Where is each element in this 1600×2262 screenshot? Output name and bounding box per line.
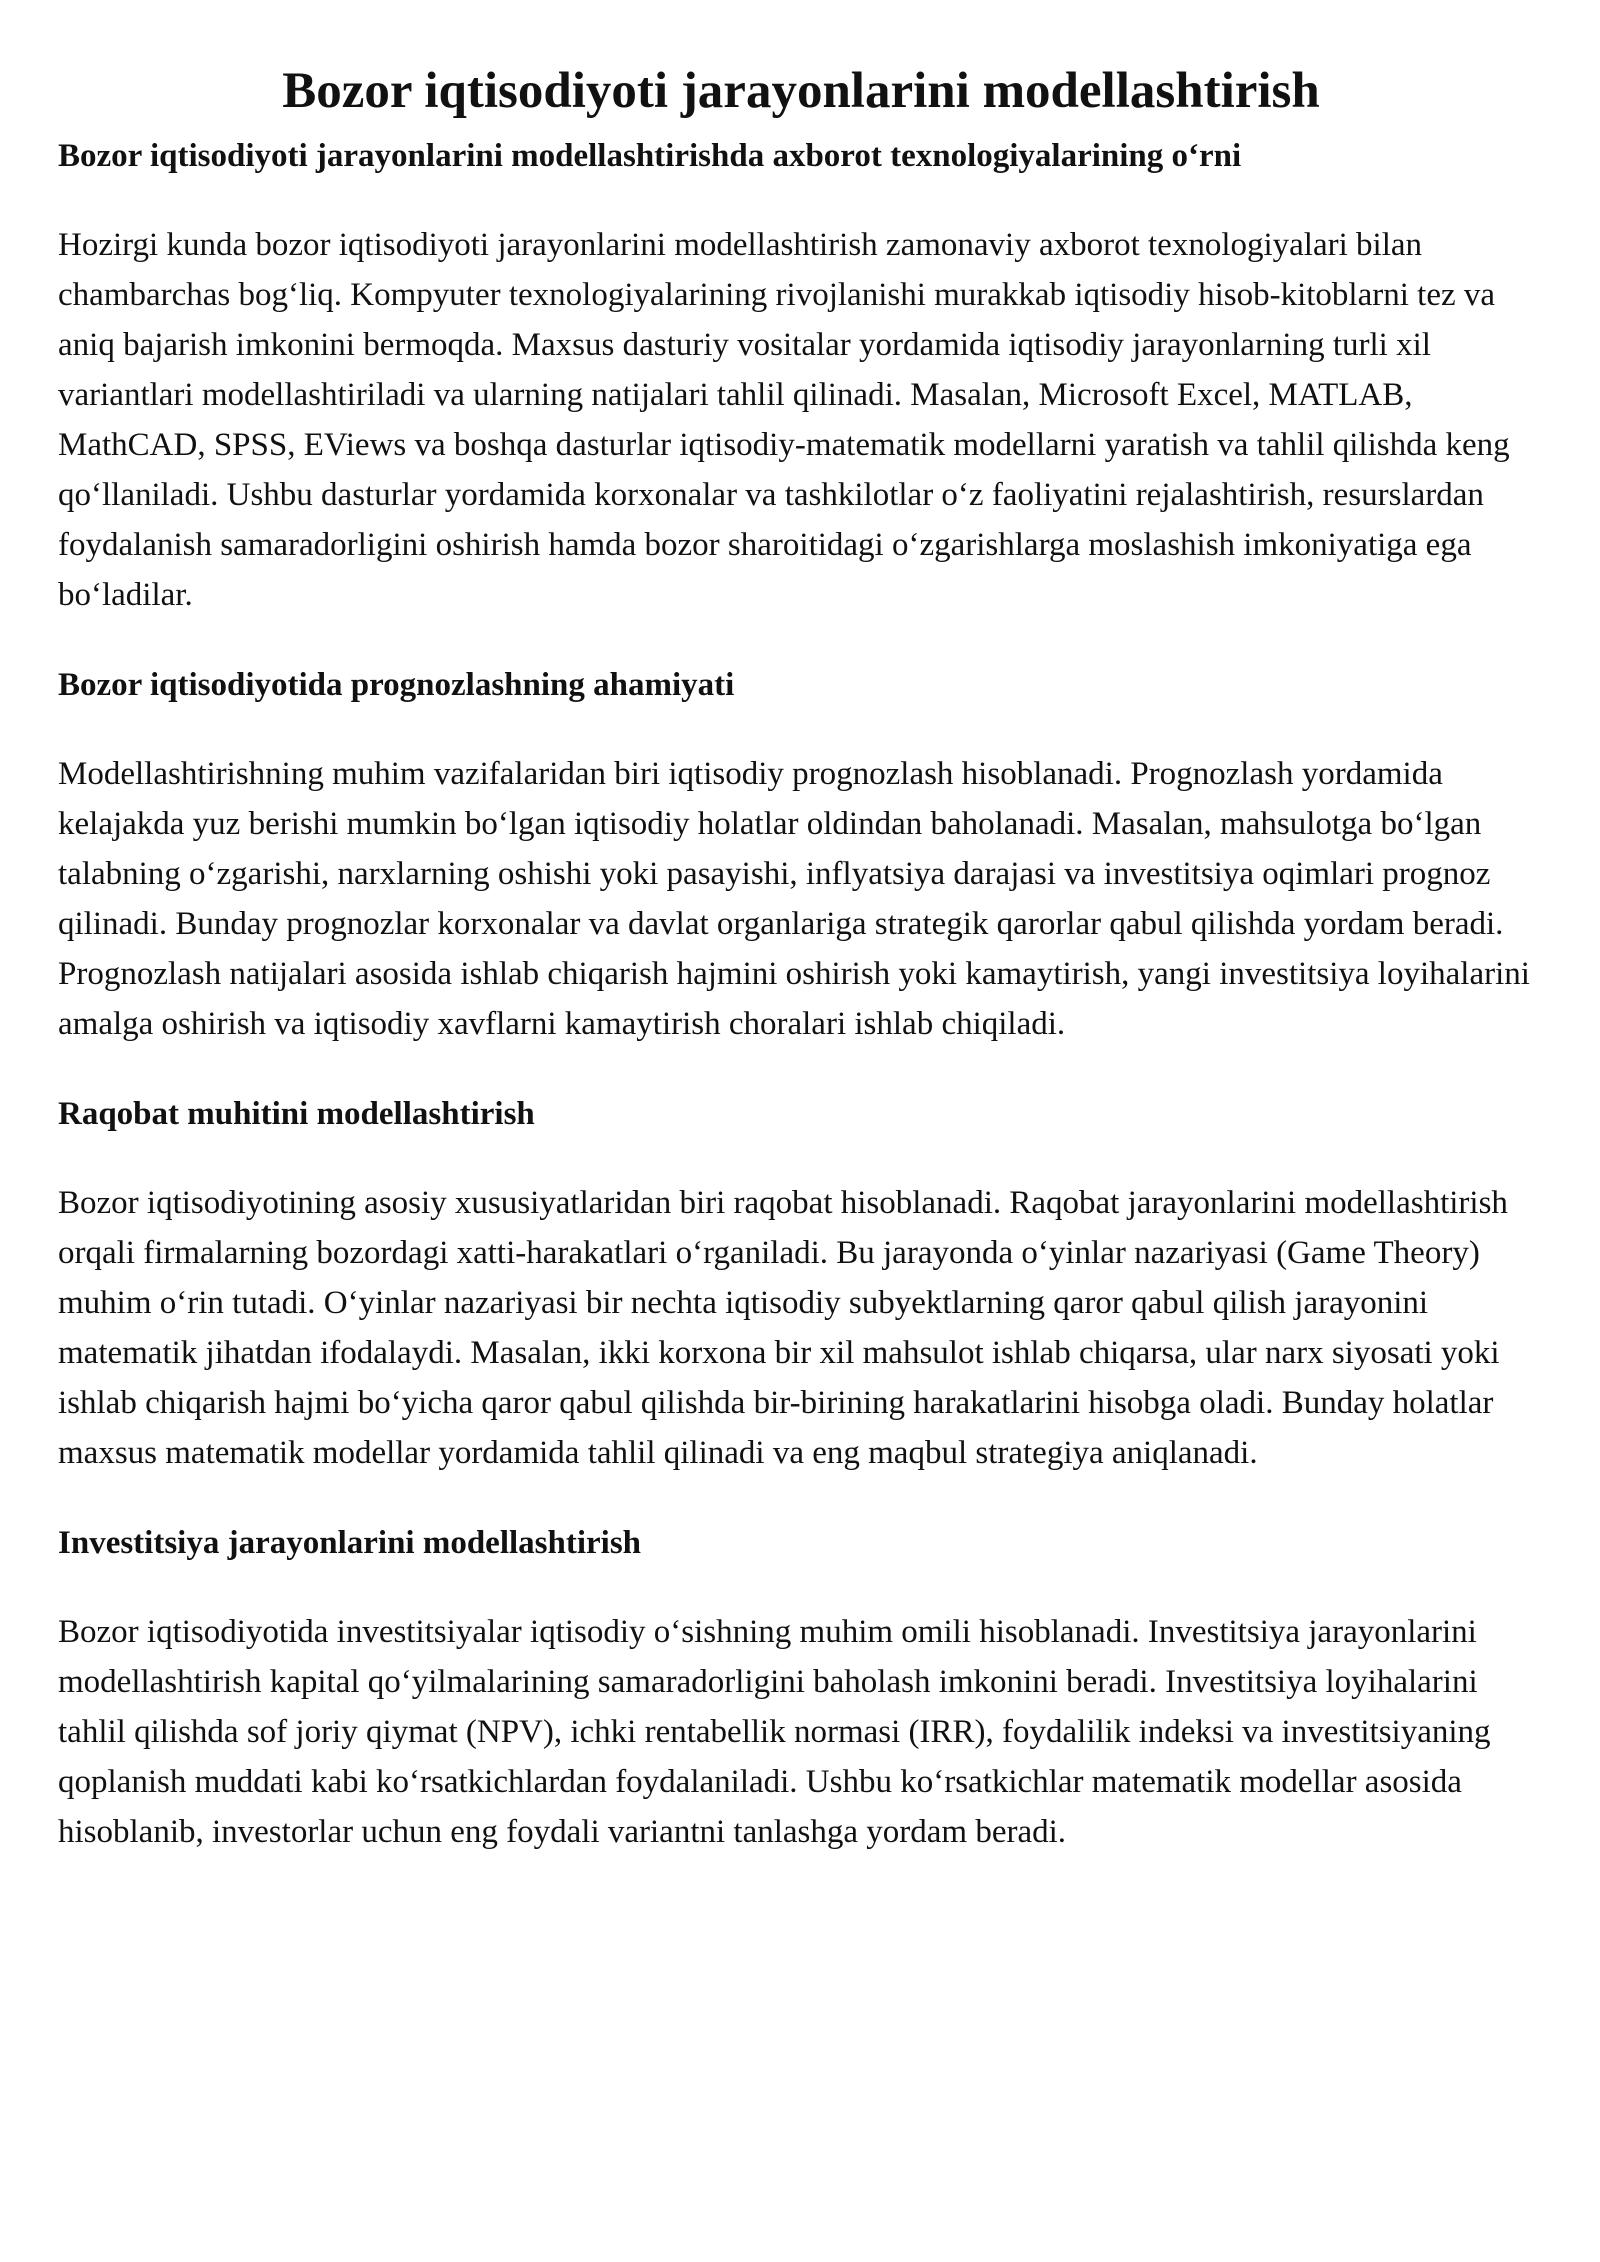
- section-heading: Raqobat muhitini modellashtirish: [58, 1096, 535, 1132]
- section-paragraph: Bozor iqtisodiyotining asosiy xususiyatlaridan biri raqobat hisoblanadi. Raqobat jarayonlarini modellashtirish orqali firmalarning bozordagi xatti-harakatlari o‘rganiladi. Bu jarayonda o‘yinlar nazariyasi (Game Theory) muhim o‘rin tutadi. O‘yinlar nazariyasi bir nechta iqtisodiy subyektlarning qaror qabul qilish jarayonini matematik jihatdan ifodalaydi. Masalan, ikki korxona bir xil mahsulot ishlab chiqarsa, ular narx siyosati yoki ishlab chiqarish hajmi bo‘yicha qaror qabul qilishda bir-birining harakatlarini hisobga oladi. Bunday holatlar maxsus matematik modellar yordamida tahlil qilinadi va eng maqbul strategiya aniqlanadi.: [58, 1185, 1508, 1471]
- section-paragraph: Modellashtirishning muhim vazifalaridan biri iqtisodiy prognozlash hisoblanadi. Prognozlash yordamida kelajakda yuz berishi mumkin bo‘lgan iqtisodiy holatlar oldindan baholanadi. Masalan, mahsulotga bo‘lgan talabning o‘zgarishi, narxlarning oshishi yoki pasayishi, inflyatsiya darajasi va investitsiya oqimlari prognoz qilinadi. Bunday prognozlar korxonalar va davlat organlariga strategik qarorlar qabul qilishda yordam beradi. Prognozlash natijalari asosida ishlab chiqarish hajmini oshirish yoki kamaytirish, yangi investitsiya loyihalarini amalga oshirish va iqtisodiy xavflarni kamaytirish choralari ishlab chiqiladi.: [58, 756, 1530, 1042]
- section-investment: [58, 1521, 1544, 1857]
- section-heading: Bozor iqtisodiyotida prognozlashning ahamiyati: [58, 667, 735, 703]
- section-it-role: [58, 134, 1544, 620]
- section-paragraph: Bozor iqtisodiyotida investitsiyalar iqtisodiy o‘sishning muhim omili hisoblanadi. Investitsiya jarayonlarini modellashtirish kapital qo‘yilmalarining samaradorligini baholash imkonini beradi. Investitsiya loyihalarini tahlil qilishda sof joriy qiymat (NPV), ichki rentabellik normasi (IRR), foydalilik indeksi va investitsiyaning qoplanish muddati kabi ko‘rsatkichlardan foydalaniladi. Ushbu ko‘rsatkichlar matematik modellar asosida hisoblanib, investorlar uchun eng foydali variantni tanlashga yordam beradi.: [58, 1614, 1491, 1850]
- section-forecasting: [58, 663, 1544, 1049]
- document-title: Bozor iqtisodiyoti jarayonlarini modellashtirish: [282, 63, 1320, 119]
- section-paragraph: Hozirgi kunda bozor iqtisodiyoti jarayonlarini modellashtirish zamonaviy axborot texnologiyalari bilan chambarchas bog‘liq. Kompyuter texnologiyalarining rivojlanishi murakkab iqtisodiy hisob-kitoblarni tez va aniq bajarish imkonini bermoqda. Maxsus dasturiy vositalar yordamida iqtisodiy jarayonlarning turli xil variantlari modellashtiriladi va ularning natijalari tahlil qilinadi. Masalan, Microsoft Excel, MATLAB, MathCAD, SPSS, EViews va boshqa dasturlar iqtisodiy-matematik modellarni yaratish va tahlil qilishda keng qo‘llaniladi. Ushbu dasturlar yordamida korxonalar va tashkilotlar o‘z faoliyatini rejalashtirish, resurslardan foydalanish samaradorligini oshirish hamda bozor sharoitidagi o‘zgarishlarga moslashish imkoniyatiga ega bo‘ladilar.: [58, 227, 1510, 613]
- section-competition: [58, 1092, 1544, 1478]
- section-heading: Bozor iqtisodiyoti jarayonlarini modellashtirishda axborot texnologiyalarining o‘rni: [58, 138, 1242, 174]
- section-heading: Investitsiya jarayonlarini modellashtirish: [58, 1525, 642, 1561]
